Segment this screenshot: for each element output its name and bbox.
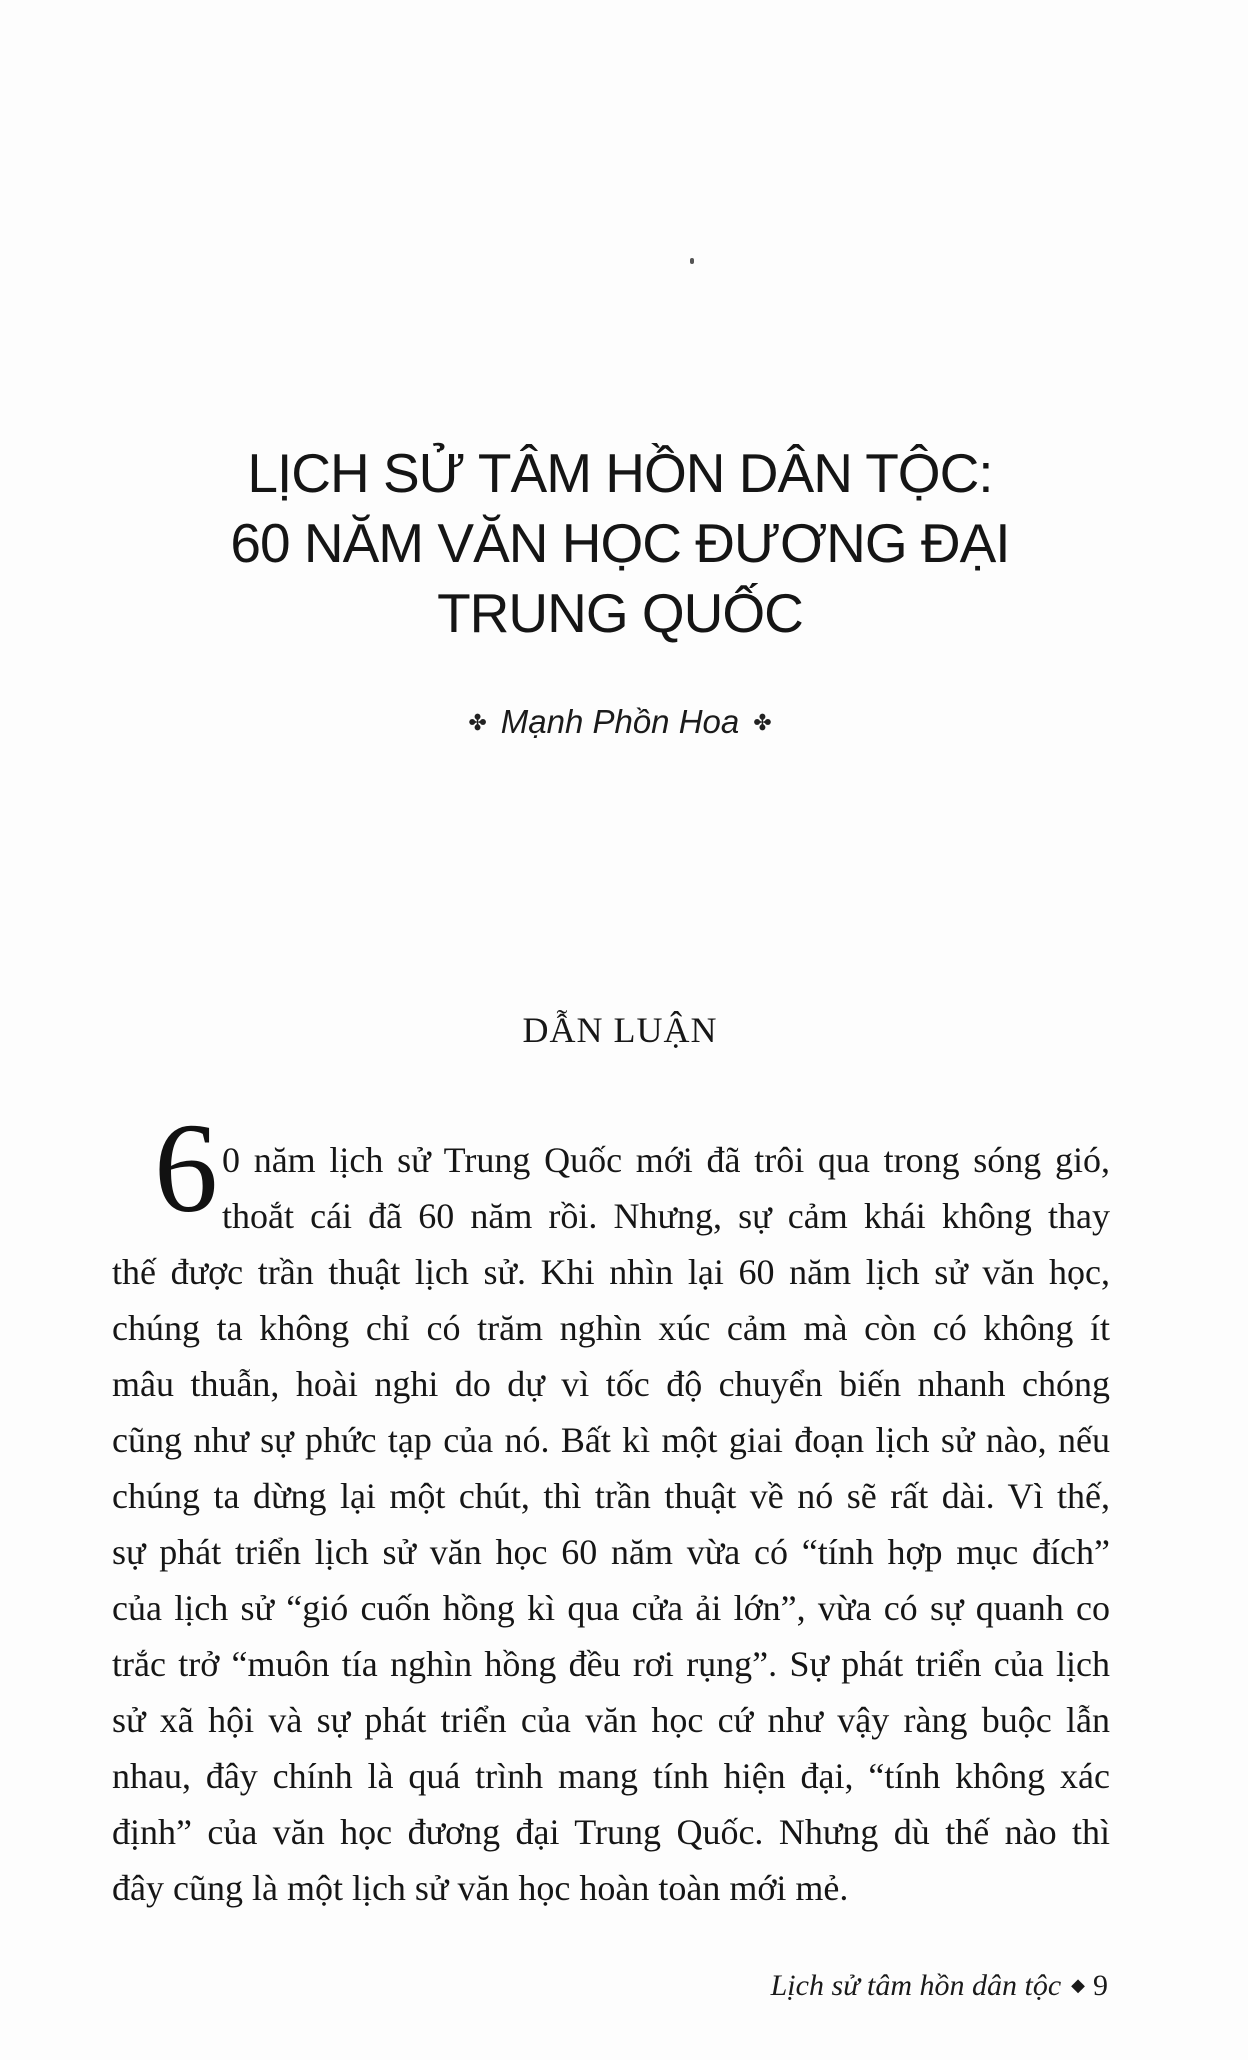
body-line-12: nhau, đây chính là quá trình mang tính hiện đại, “tính không xác [112,1756,1110,1796]
chapter-title [150,438,1090,648]
body-line-14: đây cũng là một lịch sử văn học hoàn toàn mới mẻ. [112,1868,849,1908]
body-line-10: trắc trở “muôn tía nghìn hồng đều rơi rụng”. Sự phát triển của lịch [112,1644,1110,1684]
ornament-right-icon: ✤ [753,710,772,735]
chapter-title-line-1: LỊCH SỬ TÂM HỒN DÂN TỘC: [247,442,993,504]
running-title: Lịch sử tâm hồn dân tộc [770,1969,1062,2002]
body-line-4: chúng ta không chỉ có trăm nghìn xúc cảm mà còn có không ít [112,1308,1110,1348]
body-line-7: chúng ta dừng lại một chút, thì trần thuật về nó sẽ rất dài. Vì thế, [112,1476,1110,1516]
body-line-9: của lịch sử “gió cuốn hồng kì qua cửa ải lớn”, vừa có sự quanh co [112,1588,1110,1628]
page-footer [771,1965,1108,2006]
body-line-5: mâu thuẫn, hoài nghi do dự vì tốc độ chuyển biến nhanh chóng [112,1364,1110,1404]
section-heading: DẪN LUẬN [522,1010,718,1050]
body-line-6: cũng như sự phức tạp của nó. Bất kì một giai đoạn lịch sử nào, nếu [112,1420,1110,1460]
body-line-13: định” của văn học đương đại Trung Quốc. Nhưng dù thế nào thì [112,1812,1110,1852]
footer-bullet-icon: ◆ [1071,1975,1085,1995]
body-line-3: thế được trần thuật lịch sử. Khi nhìn lại 60 năm lịch sử văn học, [112,1252,1110,1292]
scan-speck [690,258,694,264]
chapter-title-line-3: TRUNG QUỐC [437,582,803,644]
drop-cap: 6 [154,1097,218,1239]
body-line-1: 0 năm lịch sử Trung Quốc mới đã trôi qua trong sóng gió, [222,1140,1110,1180]
author-byline [200,700,1040,745]
body-line-8: sự phát triển lịch sử văn học 60 năm vừa có “tính hợp mục đích” [112,1532,1110,1572]
page-number: 9 [1093,1969,1108,2002]
ornament-left-icon: ✤ [468,710,487,735]
body-line-11: sử xã hội và sự phát triển của văn học cứ như vậy ràng buộc lẫn [112,1700,1110,1740]
body-line-2: thoắt cái đã 60 năm rồi. Nhưng, sự cảm khái không thay [222,1196,1110,1236]
author-name: Mạnh Phồn Hoa [500,703,740,740]
chapter-title-line-2: 60 NĂM VĂN HỌC ĐƯƠNG ĐẠI [230,512,1010,574]
